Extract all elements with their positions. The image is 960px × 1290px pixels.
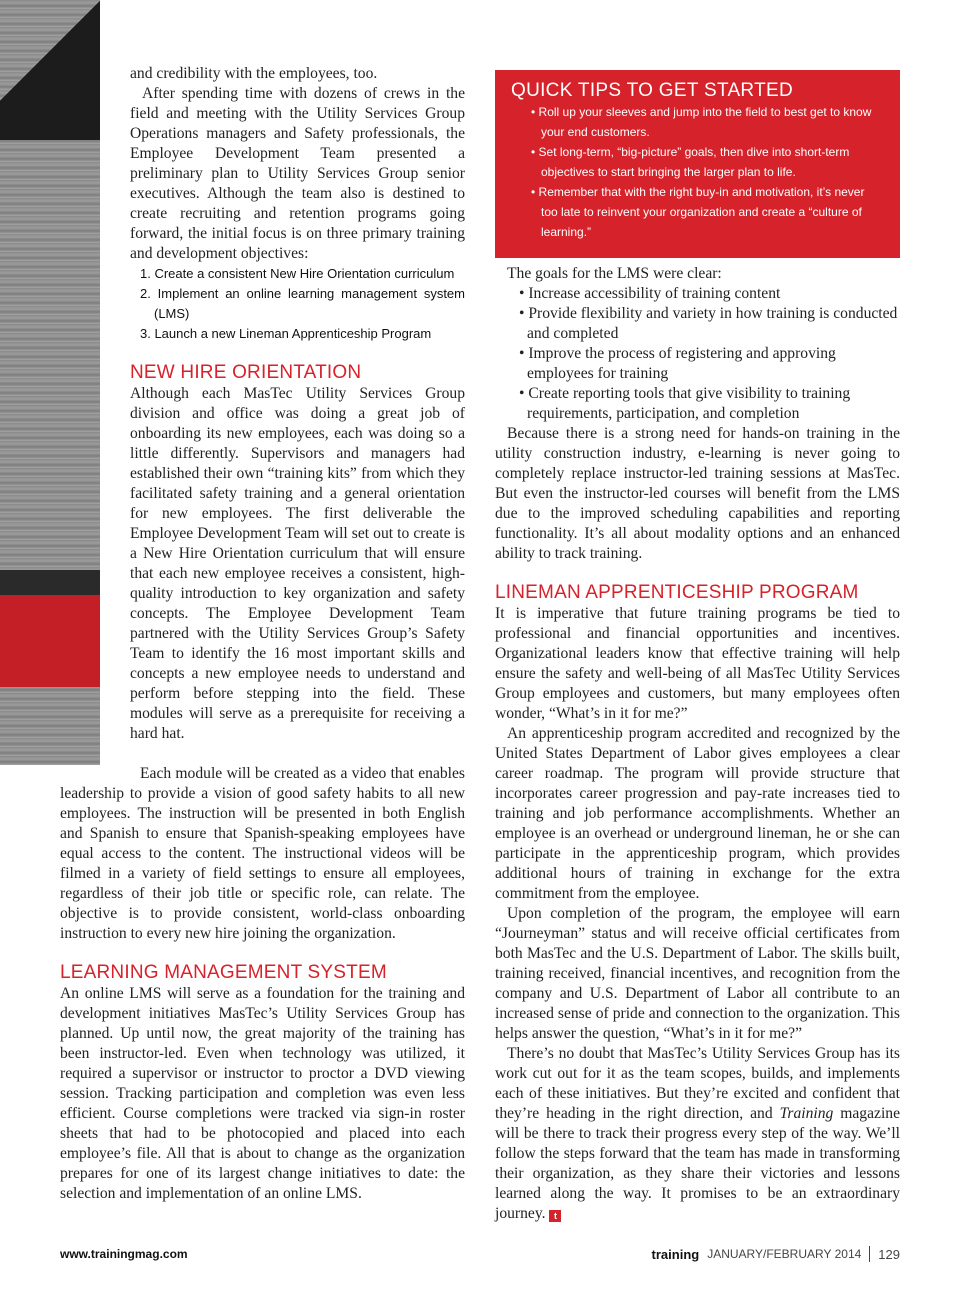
road-photo-red-band	[0, 595, 100, 687]
paragraph: The goals for the LMS were clear:	[507, 265, 722, 282]
column-right	[495, 264, 900, 1224]
objectives-list	[130, 264, 465, 344]
paragraph	[495, 1044, 900, 1224]
road-photo-dark-corner	[0, 0, 100, 140]
paragraph: Each module will be created as a video that enables leadership to provide a vision of good safety habits to all new employees. The instruction will be presented in both English and Spanish to ensure that Spanish-speaking employees have equal access to the content. The instructional videos will be filmed in a variety of field settings to ensure all employees, regardless of their job title or specific role, can relate. The objective is to provide consistent, world-class onboarding instruction to every new hire joining the organization.	[60, 765, 465, 942]
list-item: • Set long-term, “big-picture” goals, then dive into short-term objectives to start bringing the larger plan to life.	[531, 145, 850, 179]
list-item: • Improve the process of registering and approving employees for training	[519, 345, 836, 382]
paragraph: An online LMS will serve as a foundation for the training and development initiatives MasTec’s Utility Services Group has planned. Up until now, the great majority of the training has been instructor-led. Even when technology was utilized, it required a supervisor or instructor to proctor a DVD viewing session. Tracking participation and completion was even less efficient. Course completions were tracked via sign-in roster sheets that had to be photocopied and placed into each employee’s file. All that is about to change as the organization prepares for one of its largest change initiatives to date: the selection and implementation of an online LMS.	[60, 985, 465, 1202]
end-mark-icon: t	[549, 1210, 561, 1222]
text-run: There’s no doubt that MasTec’s Utility Services Group has its work cut out for it as the team scopes, builds, and implements each of these initiatives. But they’re excited and confident that they’re heading in the right direction, and	[495, 1045, 900, 1122]
section-heading-apprenticeship: LINEMAN APPRENTICESHIP PROGRAM	[495, 582, 859, 603]
list-item: • Create reporting tools that give visibility to training requirements, participation, and completion	[519, 385, 851, 422]
paragraph: It is imperative that future training programs be tied to professional and financial opportunities and incentives. Organizational leaders know that effective training will help ensure the safety and well-being of all MasTec Utility Services Group employees and customers, but many employees often wonder, “What’s in it for me?”	[495, 605, 900, 722]
text-run: magazine will be there to track their progress every step of the way. We’ll follow the steps forward that the team has made in transforming their organization, as they share their victories and lessons learned along the way. It promises to be an extraordinary journey.	[495, 1105, 900, 1222]
paragraph: Although each MasTec Utility Services Group division and office was doing a great job of onboarding its new employees, each was doing so a little differently. Supervisors and managers had established their own “training kits” from which they facilitated safety training and a general orientation for new employees. The first deliverable the Employee Development Team will set out to create is a New Hire Orientation curriculum that will ensure that each new employee receives a consistent, high-quality introduction to key organization and safety concepts. The Employee Development Team partnered with the Utility Services Group’s Safety Team to identify the 16 most important skills and concepts a new employee needs to understand and perform before stepping into the field. These modules will serve as a prerequisite for receiving a hard hat.	[130, 385, 465, 742]
section-heading-lms: LEARNING MANAGEMENT SYSTEM	[60, 962, 387, 983]
list-item: • Increase accessibility of training content	[519, 285, 781, 302]
list-item: 1. Create a consistent New Hire Orientation curriculum	[140, 266, 455, 281]
list-item: 2. Implement an online learning management system (LMS)	[140, 286, 465, 321]
paragraph: Upon completion of the program, the employee will earn “Journeyman” status and will receive official certificates from both MasTec and the U.S. Department of Labor. The skills built, training received, financial incentives, and recognition from the company and U.S. Department of Labor all contribute to an increased sense of pride and connection to the organization. This helps answer the question, “What’s in it for me?”	[495, 905, 900, 1042]
list-item: • Roll up your sleeves and jump into the field to best get to know your end customers.	[531, 105, 872, 139]
list-item: 3. Launch a new Lineman Apprenticeship Program	[140, 326, 432, 341]
section-heading-new-hire: NEW HIRE ORIENTATION	[130, 362, 362, 383]
footer-folio	[652, 1246, 900, 1262]
list-item: • Provide flexibility and variety in how training is conducted and completed	[519, 305, 898, 342]
footer-divider	[869, 1246, 870, 1262]
quick-tips-list	[495, 102, 900, 242]
footer-issue: JANUARY/FEBRUARY 2014	[707, 1247, 862, 1261]
paragraph: An apprenticeship program accredited and recognized by the United States Department of Labor gives employees a clear career roadmap. The program will provide structure that incorporates career progression and pay-rate increases tied to training and job performance accomplishments. Whether an employee is an overhead or underground lineman, he or she can participate in the apprenticeship program, which provides additional hours of training in exchange for the extra commitment from the employee.	[495, 725, 900, 902]
list-item: • Remember that with the right buy-in and motivation, it’s never too late to reinvent your organization and create a “culture of learning.”	[531, 185, 865, 239]
page-number: 129	[878, 1246, 900, 1262]
magazine-name: Training	[779, 1105, 834, 1122]
footer-url[interactable]: www.trainingmag.com	[60, 1247, 188, 1261]
quick-tips-box	[495, 70, 900, 258]
goals-list	[495, 284, 900, 424]
road-photo-dark-band	[0, 570, 100, 595]
footer-brand: training	[651, 1246, 700, 1262]
quick-tips-title: QUICK TIPS TO GET STARTED	[511, 80, 794, 101]
column-left-bottom	[60, 764, 465, 1204]
paragraph: and credibility with the employees, too.	[130, 65, 378, 82]
column-left-top	[130, 64, 465, 744]
paragraph: Because there is a strong need for hands-on training in the utility construction industry, e-learning is never going to completely replace instructor-led training sessions at MasTec. But even the instructor-led courses will benefit from the LMS due to the improved scheduling capabilities and reporting functionality. It’s all about modality options and an enhanced ability to track training.	[495, 425, 900, 562]
paragraph: After spending time with dozens of crews in the field and meeting with the Utility Services Group Operations managers and Safety professionals, the Employee Development Team presented a preliminary plan to Utility Services Group senior executives. Although the team also is destined to create recruiting and retention programs going forward, the initial focus is on three primary training and development objectives:	[130, 85, 465, 262]
